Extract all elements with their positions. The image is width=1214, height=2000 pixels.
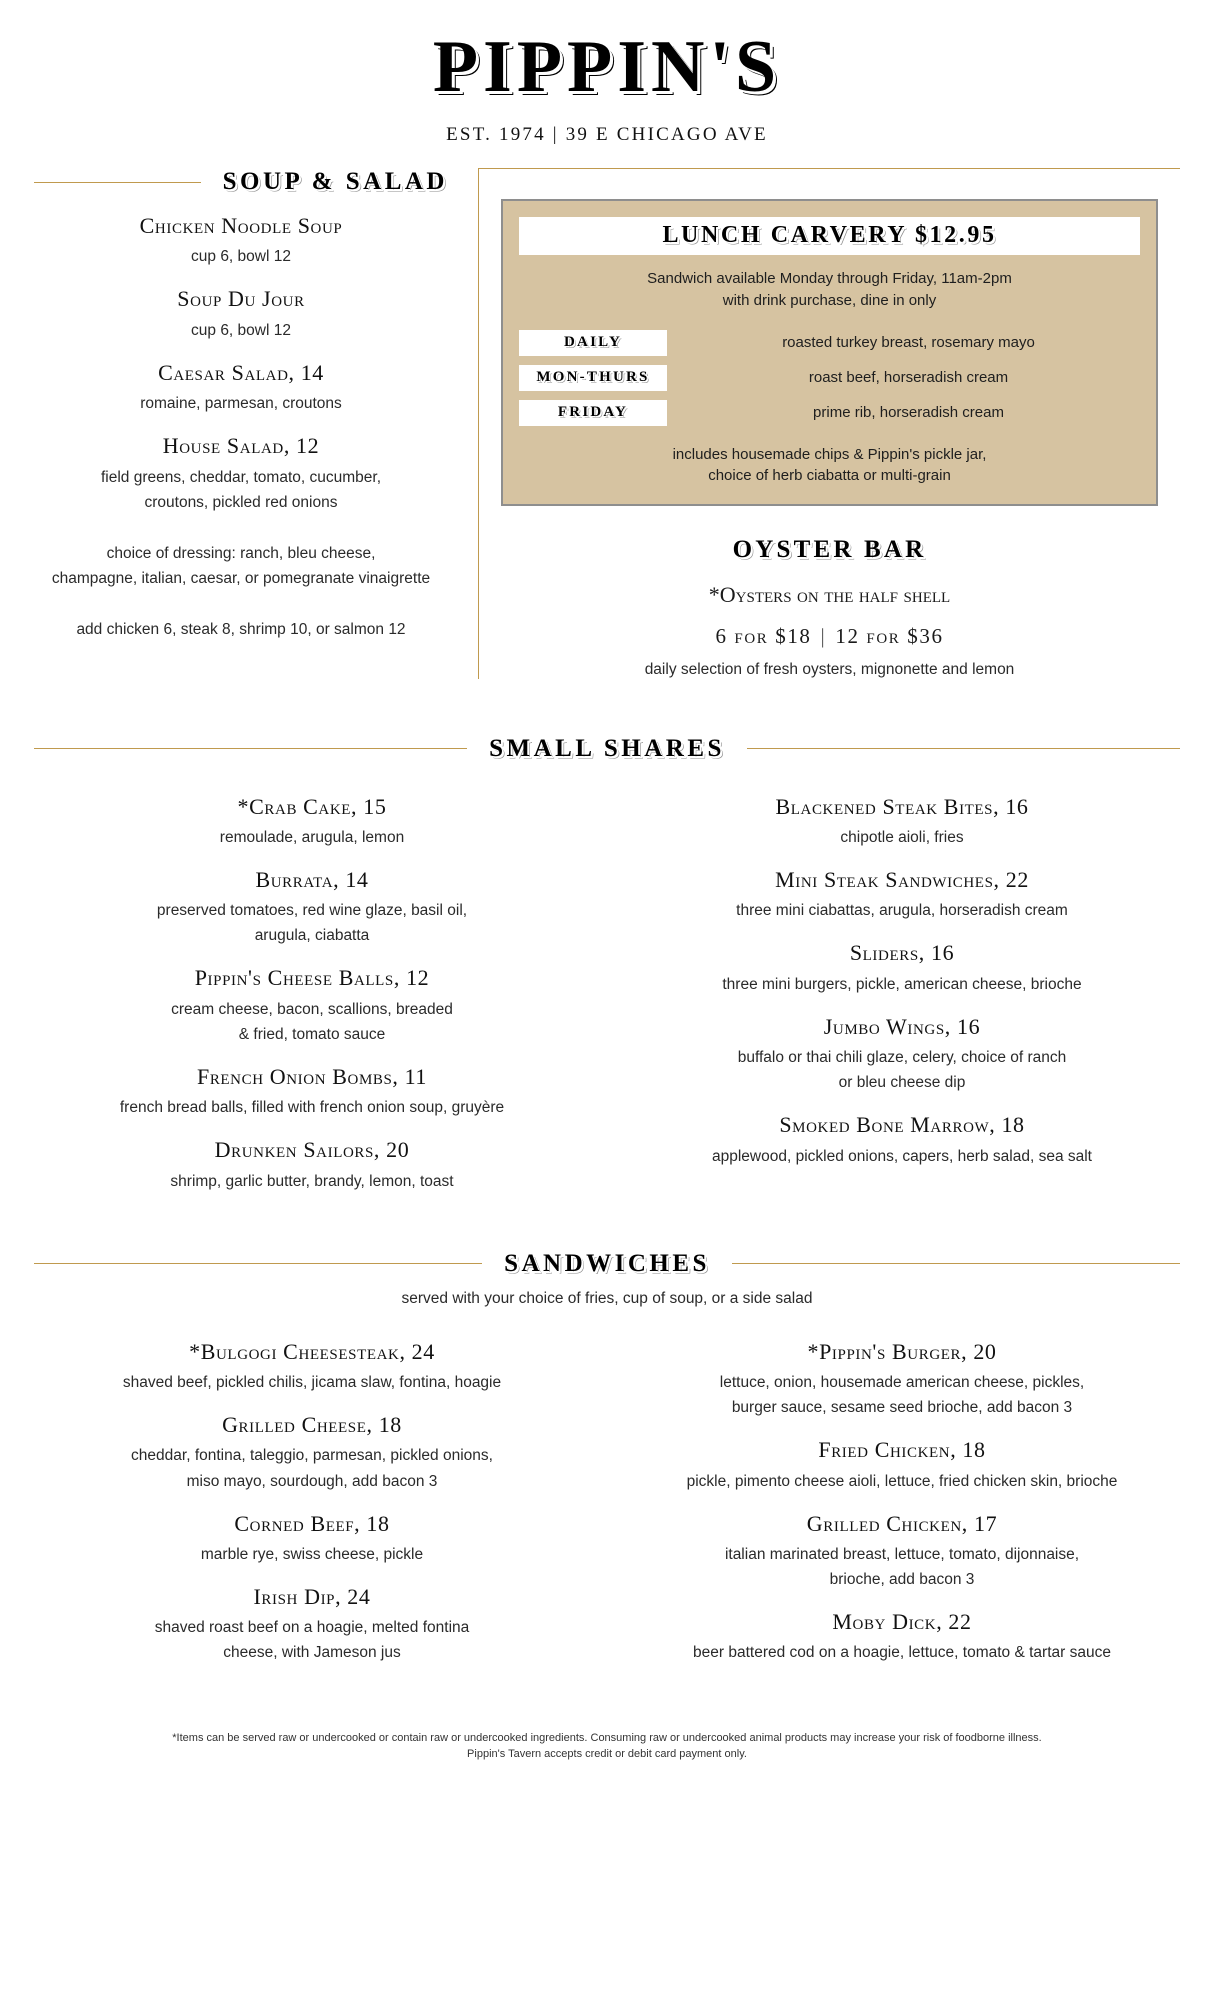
item-name: Corned Beef, 18	[234, 1510, 390, 1536]
item-desc: shaved beef, pickled chilis, jicama slaw, fontina, hoagie	[122, 1374, 502, 1392]
menu-item	[624, 940, 1180, 996]
carvery-day-chip: MON-THURS	[519, 365, 667, 391]
item-desc: preserved tomatoes, red wine glaze, basil oil, arugula, ciabatta	[156, 902, 468, 945]
top-block	[0, 168, 1214, 679]
soup-salad-section	[0, 168, 470, 679]
carvery-day-desc: roast beef, horseradish cream	[808, 369, 1009, 386]
item-desc: cup 6, bowl 12	[191, 321, 291, 339]
oyster-bar-title: OYSTER BAR	[732, 535, 927, 563]
carvery-row	[519, 365, 1140, 391]
oyster-pricing	[501, 624, 1158, 649]
sandwiches-header	[0, 1250, 1214, 1278]
item-desc: lettuce, onion, housemade american cheese, pickles, burger sauce, sesame seed brioche, add bacon 3	[719, 1374, 1085, 1417]
price-divider: |	[820, 623, 827, 648]
menu-item	[624, 1609, 1180, 1665]
oyster-price-twelve: 12 for $36	[835, 623, 944, 648]
add-protein-note: add chicken 6, steak 8, shrimp 10, or salmon 12	[76, 620, 406, 638]
soup-salad-items	[34, 213, 448, 515]
menu-item	[34, 1064, 590, 1120]
item-desc: three mini ciabattas, arugula, horseradish cream	[736, 902, 1068, 920]
sandwiches-note: served with your choice of fries, cup of soup, or a side salad	[401, 1289, 813, 1307]
item-name: Irish Dip, 24	[253, 1584, 371, 1610]
menu-item	[34, 1412, 590, 1494]
carvery-footer-note: includes housemade chips & Pippin's pickle jar, choice of herb ciabatta or multi-grain	[672, 445, 987, 484]
item-name: Fried Chicken, 18	[818, 1437, 986, 1463]
item-name: Grilled Cheese, 18	[222, 1412, 402, 1438]
carvery-row	[519, 330, 1140, 356]
header-rule-right	[747, 748, 1180, 749]
oyster-description: daily selection of fresh oysters, mignonette and lemon	[644, 660, 1015, 678]
carvery-oyster-panel	[478, 168, 1180, 679]
soup-salad-title: SOUP & SALAD	[222, 168, 448, 195]
item-name: Jumbo Wings, 16	[823, 1013, 981, 1039]
oyster-bar-section	[479, 536, 1180, 679]
item-name: Drunken Sailors, 20	[214, 1137, 410, 1163]
menu-item	[34, 433, 448, 515]
carvery-title-banner	[519, 217, 1140, 255]
menu-item	[34, 965, 590, 1047]
carvery-subtitle: Sandwich available Monday through Friday, 11am-2pm with drink purchase, dine in only	[647, 270, 1012, 309]
menu-item	[34, 794, 590, 850]
oyster-subtitle: *Oysters on the half shell	[708, 581, 951, 607]
sandwiches-right-column	[624, 1322, 1180, 1666]
menu-item	[34, 286, 448, 342]
item-desc: beer battered cod on a hoagie, lettuce, tomato & tartar sauce	[693, 1644, 1111, 1662]
menu-item	[34, 1137, 590, 1193]
header-rule-left	[34, 182, 201, 183]
menu-item	[624, 1112, 1180, 1168]
item-desc: shaved roast beef on a hoagie, melted fontina cheese, with Jameson jus	[154, 1619, 470, 1662]
menu-item	[624, 1437, 1180, 1493]
item-name: Moby Dick, 22	[832, 1609, 972, 1635]
soup-salad-header	[34, 168, 448, 196]
item-name: Burrata, 14	[255, 866, 369, 892]
sandwiches-section	[0, 1250, 1214, 1666]
sandwiches-left-column	[34, 1322, 590, 1666]
dressing-note: choice of dressing: ranch, bleu cheese, champagne, italian, caesar, or pomegranate vinaigrette	[51, 544, 431, 587]
small-shares-right-column	[624, 777, 1180, 1194]
item-name: *Crab Cake, 15	[237, 793, 387, 819]
item-name: French Onion Bombs, 11	[196, 1063, 428, 1089]
item-desc: buffalo or thai chili glaze, celery, choice of ranch or bleu cheese dip	[737, 1049, 1067, 1092]
item-name: House Salad, 12	[162, 433, 320, 459]
carvery-day-chip: FRIDAY	[519, 400, 667, 426]
item-desc: applewood, pickled onions, capers, herb salad, sea salt	[712, 1147, 1092, 1165]
item-desc: cream cheese, bacon, scallions, breaded & fried, tomato sauce	[171, 1000, 453, 1043]
small-shares-header	[0, 735, 1214, 763]
menu-item	[34, 1584, 590, 1666]
small-shares-columns	[0, 777, 1214, 1194]
carvery-rows	[519, 330, 1140, 426]
footer-payment-note: Pippin's Tavern accepts credit or debit card payment only.	[467, 1748, 747, 1761]
item-name: Pippin's Cheese Balls, 12	[194, 965, 430, 991]
item-name: *Pippin's Burger, 20	[807, 1338, 997, 1364]
item-name: Caesar Salad, 14	[158, 359, 324, 385]
item-desc: pickle, pimento cheese aioli, lettuce, fried chicken skin, brioche	[686, 1472, 1118, 1490]
menu-item	[34, 867, 590, 949]
menu-item	[34, 1339, 590, 1395]
menu-item	[624, 1339, 1180, 1421]
menu-item	[34, 1511, 590, 1567]
item-desc: french bread balls, filled with french onion soup, gruyère	[119, 1099, 505, 1117]
small-shares-section	[0, 735, 1214, 1194]
footer-disclaimer: *Items can be served raw or undercooked or contain raw or undercooked ingredients. Consuming raw or undercooked animal products may increase your risk of foodborne illness.	[172, 1731, 1042, 1744]
menu-item	[624, 1014, 1180, 1096]
item-desc: italian marinated breast, lettuce, tomato, dijonnaise, brioche, add bacon 3	[724, 1545, 1080, 1589]
carvery-day-chip: DAILY	[519, 330, 667, 356]
menu-item	[624, 794, 1180, 850]
item-desc: cup 6, bowl 12	[191, 248, 291, 266]
item-desc: romaine, parmesan, croutons	[140, 395, 342, 413]
item-desc: remoulade, arugula, lemon	[219, 828, 405, 846]
item-name: Chicken Noodle Soup	[139, 213, 343, 238]
item-desc: marble rye, swiss cheese, pickle	[200, 1545, 424, 1563]
item-desc: field greens, cheddar, tomato, cucumber, croutons, pickled red onions	[100, 468, 382, 511]
item-name: Mini Steak Sandwiches, 22	[775, 866, 1029, 892]
sandwiches-title: SANDWICHES	[504, 1249, 710, 1277]
item-name: *Bulgogi Cheesesteak, 24	[189, 1338, 435, 1364]
legal-footer	[0, 1730, 1214, 1785]
lunch-carvery-panel	[501, 199, 1158, 506]
sandwiches-columns	[0, 1322, 1214, 1666]
oyster-price-six: 6 for $18	[715, 623, 812, 648]
header-rule-left	[34, 748, 467, 749]
item-name: Smoked Bone Marrow, 18	[779, 1112, 1025, 1138]
small-shares-left-column	[34, 777, 590, 1194]
masthead	[0, 0, 1214, 146]
menu-item	[624, 1511, 1180, 1593]
header-rule-left	[34, 1263, 482, 1264]
carvery-day-desc: prime rib, horseradish cream	[813, 404, 1004, 421]
item-desc: shrimp, garlic butter, brandy, lemon, toast	[170, 1172, 454, 1190]
carvery-row	[519, 400, 1140, 426]
carvery-day-desc: roasted turkey breast, rosemary mayo	[782, 334, 1035, 351]
item-name: Blackened Steak Bites, 16	[775, 793, 1029, 819]
header-rule-right	[732, 1263, 1180, 1264]
item-name: Grilled Chicken, 17	[806, 1510, 998, 1536]
menu-item	[34, 360, 448, 416]
menu-item	[624, 867, 1180, 923]
restaurant-tagline: EST. 1974 | 39 E CHICAGO AVE	[446, 124, 768, 145]
item-name: Soup Du Jour	[177, 286, 305, 312]
carvery-title: LUNCH CARVERY $12.95	[662, 222, 997, 248]
item-name: Sliders, 16	[849, 940, 955, 966]
item-desc: chipotle aioli, fries	[840, 828, 964, 846]
restaurant-logo: PIPPIN'S	[432, 26, 782, 108]
small-shares-title: SMALL SHARES	[489, 734, 725, 762]
menu-item	[34, 213, 448, 269]
item-desc: cheddar, fontina, taleggio, parmesan, pickled onions, miso mayo, sourdough, add bacon 3	[131, 1447, 493, 1490]
item-desc: three mini burgers, pickle, american cheese, brioche	[722, 975, 1082, 993]
